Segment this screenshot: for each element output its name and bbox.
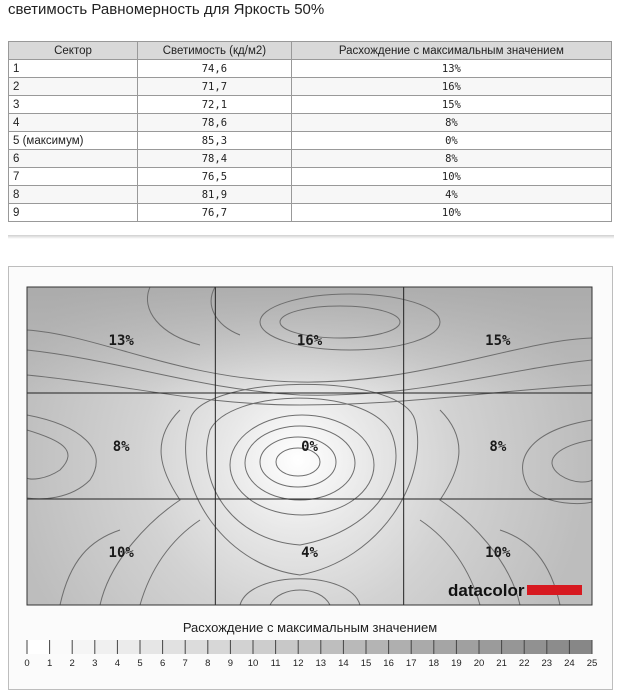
sector-value-6: 8% (489, 439, 507, 455)
scale-segment (434, 640, 457, 654)
scale-tick-label: 9 (227, 658, 234, 669)
sector-value-9: 10% (485, 545, 511, 561)
scale-segment (72, 640, 95, 654)
cell-deviation: 8% (291, 114, 611, 132)
cell-deviation: 10% (291, 204, 611, 222)
scale-tick-label: 5 (137, 658, 143, 669)
scale-tick-label: 25 (586, 658, 598, 669)
scale-tick-label: 3 (92, 658, 98, 669)
cell-deviation: 4% (291, 186, 611, 204)
scale-segment (185, 640, 208, 654)
scale-segment (298, 640, 321, 654)
scale-segment (502, 640, 525, 654)
scale-segment (321, 640, 344, 654)
cell-sector: 8 (9, 186, 138, 204)
scale-segment (117, 640, 140, 654)
scale-segment (27, 640, 50, 654)
scale-tick-label: 8 (205, 658, 211, 669)
cell-sector: 4 (9, 114, 138, 132)
cell-sector: 3 (9, 96, 138, 114)
scale-segment (569, 640, 592, 654)
cell-sector: 7 (9, 168, 138, 186)
scale-segment (479, 640, 502, 654)
sector-value-3: 15% (485, 333, 511, 349)
brand-bar (527, 585, 582, 595)
cell-luminance: 78,6 (138, 114, 292, 132)
cell-deviation: 10% (291, 168, 611, 186)
scale-tick-label: 0 (24, 658, 30, 669)
cell-deviation: 13% (291, 60, 611, 78)
scale-segment (547, 640, 570, 654)
cell-sector: 2 (9, 78, 138, 96)
header-deviation: Расхождение с максимальным значением (291, 42, 611, 60)
scale-tick-label: 22 (518, 658, 530, 669)
scale-segment (389, 640, 412, 654)
sector-value-2: 16% (296, 333, 323, 349)
cell-luminance: 85,3 (138, 132, 292, 150)
scale-segment (163, 640, 186, 654)
scale-segment (276, 640, 299, 654)
header-luminance: Светимость (кд/м2) (138, 42, 292, 60)
cell-luminance: 76,7 (138, 204, 292, 222)
scale-segment (140, 640, 163, 654)
cell-luminance: 71,7 (138, 78, 292, 96)
sector-value-7: 10% (108, 545, 134, 561)
scale-tick-label: 14 (338, 658, 349, 669)
scale-tick-label: 15 (360, 658, 372, 669)
scale-tick-label: 19 (451, 658, 462, 669)
cell-deviation: 15% (291, 96, 611, 114)
scale-tick-label: 10 (247, 658, 259, 669)
scale-tick-label: 6 (159, 658, 166, 669)
cell-deviation: 16% (291, 78, 611, 96)
cell-luminance: 74,6 (138, 60, 292, 78)
brand-text: datacolor (448, 581, 525, 600)
cell-deviation: 8% (291, 150, 611, 168)
cell-deviation: 0% (291, 132, 611, 150)
scale-segment (230, 640, 253, 654)
scale-tick-label: 4 (114, 658, 121, 669)
scale-segment (524, 640, 547, 654)
scale-tick-label: 1 (46, 658, 53, 669)
cell-luminance: 81,9 (138, 186, 292, 204)
scale-tick-label: 13 (315, 658, 327, 669)
scale-segment (411, 640, 434, 654)
scale-segment (456, 640, 479, 654)
scale-tick-label: 11 (270, 658, 281, 669)
sector-value-4: 8% (112, 439, 130, 455)
deviation-scale (24, 640, 597, 669)
page-title: светимость Равномерность для Яркость 50% (8, 1, 325, 18)
scale-segment (208, 640, 231, 654)
sector-value-8: 4% (301, 545, 318, 561)
scale-segment (50, 640, 73, 654)
scale-tick-label: 17 (405, 658, 417, 669)
scale-tick-label: 16 (383, 658, 394, 669)
scale-segment (95, 640, 118, 654)
cell-sector: 6 (9, 150, 138, 168)
scale-tick-label: 12 (292, 658, 304, 669)
cell-luminance: 76,5 (138, 168, 292, 186)
cell-luminance: 72,1 (138, 96, 292, 114)
header-sector: Сектор (9, 42, 138, 60)
cell-sector: 9 (9, 204, 138, 222)
scale-tick-label: 20 (473, 658, 485, 669)
scale-tick-label: 24 (564, 658, 575, 669)
scale-tick-label: 21 (496, 658, 507, 669)
scale-segment (253, 640, 276, 654)
sector-value-5: 0% (301, 439, 318, 455)
scale-tick-label: 2 (69, 658, 75, 669)
sector-value-1: 13% (108, 333, 134, 349)
scale-segment (366, 640, 389, 654)
scale-tick-label: 18 (428, 658, 440, 669)
cell-luminance: 78,4 (138, 150, 292, 168)
cell-sector: 5 (максимум) (9, 132, 138, 150)
scale-tick-label: 23 (541, 658, 553, 669)
scale-segment (343, 640, 366, 654)
legend-title: Расхождение с максимальным значением (182, 620, 438, 635)
scale-tick-label: 7 (182, 658, 188, 669)
cell-sector: 1 (9, 60, 138, 78)
